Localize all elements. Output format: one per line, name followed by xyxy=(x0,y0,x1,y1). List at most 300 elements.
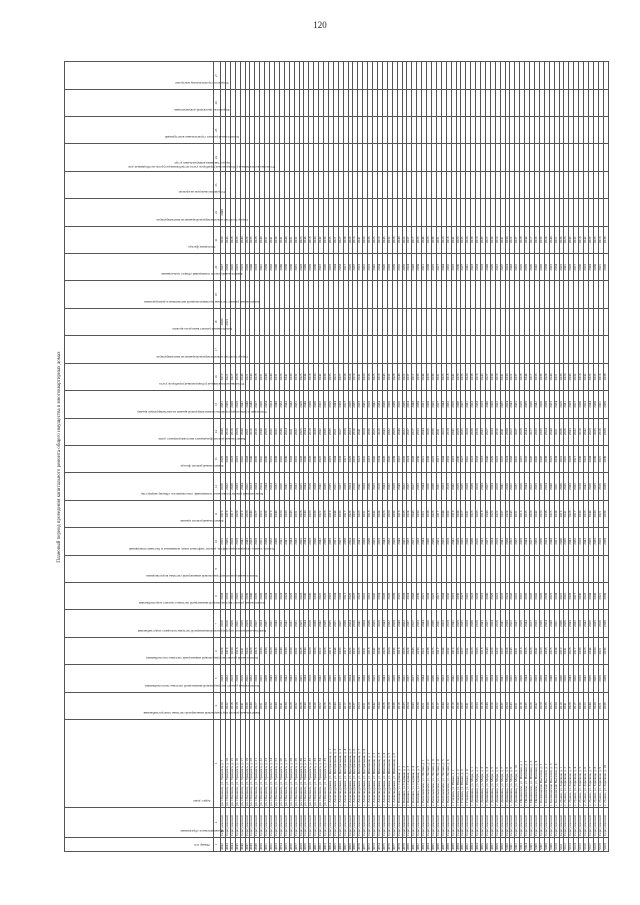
table-cell: 2021 xyxy=(598,500,603,527)
table-cell: Серпуховский xyxy=(382,808,387,838)
table-cell: с. Александровка, ул. Школьная, д. 4 xyxy=(382,720,387,808)
table-cell: с. Александровка, ул. Центральная, д. 7 xyxy=(358,720,363,808)
table-cell: 2018 xyxy=(309,528,314,555)
table-cell: 4963 xyxy=(324,838,329,852)
table-cell: 2042 xyxy=(373,391,378,418)
table-cell: 2024 xyxy=(407,582,412,609)
table-cell: 2028 xyxy=(235,665,240,692)
repair-schedule-table xyxy=(64,61,609,852)
table-cell: рп. Оболенск, ул. Урицкого, д. 27 xyxy=(284,720,289,808)
table-cell: рп. Оболенск, ул. Урицкого, д. 29 xyxy=(294,720,299,808)
table-cell: 2026 xyxy=(279,473,284,500)
table-cell: 2023 xyxy=(358,391,363,418)
table-cell: 2036 xyxy=(368,418,373,445)
table-cell: 2042 xyxy=(535,391,540,418)
table-cell: 2037 xyxy=(500,500,505,527)
table-cell: 2040 xyxy=(274,500,279,527)
table-cell: 2042 xyxy=(373,582,378,609)
table-cell: Серпуховский xyxy=(294,808,299,838)
table-cell: 2019 xyxy=(495,226,500,253)
table-cell: 2024 xyxy=(348,528,353,555)
table-cell: 2039 xyxy=(539,610,544,637)
column-header xyxy=(65,62,229,89)
table-cell: 2041 xyxy=(358,528,363,555)
column-header xyxy=(65,226,214,253)
table-cell: 2039 xyxy=(603,637,608,664)
table-cell: 2040 xyxy=(485,254,490,281)
table-cell: 2020 xyxy=(250,637,255,664)
table-cell: 2037 xyxy=(407,610,412,637)
table-cell: 2034 xyxy=(490,473,495,500)
table-cell: 2022 xyxy=(495,500,500,527)
table-cell: 2017 xyxy=(343,692,348,719)
table-cell: 2039 xyxy=(603,391,608,418)
table-cell: 2026 xyxy=(530,692,535,719)
table-cell: 2032 xyxy=(225,665,230,692)
table-cell: 2028 xyxy=(569,445,574,472)
table-cell: 2040 xyxy=(260,226,265,253)
table-cell: рп. Оболенск, ул. Урицкого, д. 33 xyxy=(314,720,319,808)
table-cell: 2036 xyxy=(456,445,461,472)
column-number: 27 xyxy=(214,62,221,89)
table-cell: 2021 xyxy=(333,418,338,445)
table-cell: 2044 xyxy=(422,418,427,445)
table-cell: 2029 xyxy=(588,418,593,445)
table-cell: 2037 xyxy=(515,363,520,390)
table-cell: 2030 xyxy=(417,692,422,719)
table-cell: с. Глазово, ул. Новая, д. 2 xyxy=(456,720,461,808)
table-cell: 2026 xyxy=(324,500,329,527)
table-cell: Серпуховский xyxy=(593,808,598,838)
table-cell: 2022 xyxy=(319,500,324,527)
table-cell: 2038 xyxy=(427,445,432,472)
table-cell: 2023 xyxy=(358,692,363,719)
table-cell: 2043 xyxy=(382,473,387,500)
table-cell: 2040 xyxy=(549,665,554,692)
table-cell: 2042 xyxy=(319,226,324,253)
column-header xyxy=(65,171,226,198)
table-cell: 2040 xyxy=(549,610,554,637)
column-header-label: Капитальный ремонт внутридомовой инженерной системы горячего водоснабжения xyxy=(139,601,265,606)
table-cell: 2024 xyxy=(348,418,353,445)
column-number: 10 xyxy=(214,528,221,555)
table-cell: 2037 xyxy=(500,254,505,281)
table-cell: 2042 xyxy=(584,610,589,637)
column-number: 3 xyxy=(214,720,221,808)
table-cell: Серпуховский xyxy=(481,808,486,838)
table-cell: 4961 xyxy=(314,838,319,852)
table-cell: 2017 xyxy=(574,254,579,281)
table-cell: 2024 xyxy=(270,582,275,609)
table-cell: 2023 xyxy=(471,582,476,609)
table-cell: 2041 xyxy=(240,692,245,719)
column-number: 8 xyxy=(214,582,221,609)
table-cell: 2020 xyxy=(387,445,392,472)
table-cell: 2043 xyxy=(289,391,294,418)
table-cell: 2036 xyxy=(368,665,373,692)
table-cell: рп. Оболенск, ул. Урицкого, д. 24 xyxy=(270,720,275,808)
table-cell: 2018 xyxy=(368,637,373,664)
table-cell: 2031 xyxy=(265,226,270,253)
table-cell: 2035 xyxy=(461,418,466,445)
table-cell: с. Васильевское, ул. Лесная, д. 2 xyxy=(427,720,432,808)
table-cell: 2016 xyxy=(255,418,260,445)
table-cell: 2031 xyxy=(436,665,441,692)
table-cell: 2032 xyxy=(574,528,579,555)
table-cell: 2036 xyxy=(579,582,584,609)
table-cell: 2040 xyxy=(274,391,279,418)
table-cell: 2040 xyxy=(397,226,402,253)
table-cell: 2022 xyxy=(495,637,500,664)
table-cell: 2026 xyxy=(530,254,535,281)
table-cell: 2030 xyxy=(314,226,319,253)
table-cell: 5001 xyxy=(510,838,515,852)
table-cell: 2042 xyxy=(451,610,456,637)
table-cell: 2026 xyxy=(324,582,329,609)
table-cell: 2039 xyxy=(392,500,397,527)
table-cell: 2037 xyxy=(515,473,520,500)
table-cell: 2021 xyxy=(554,528,559,555)
table-cell: 2016 xyxy=(230,418,235,445)
table-cell: 2018 xyxy=(309,226,314,253)
table-cell: 2018 xyxy=(579,610,584,637)
table-cell: 2041 xyxy=(500,665,505,692)
table-cell: Серпуховский xyxy=(353,808,358,838)
table-cell: 2030 xyxy=(593,692,598,719)
table-cell: 2028 xyxy=(520,610,525,637)
table-cell: 2043 xyxy=(382,363,387,390)
table-cell: 2033 xyxy=(417,665,422,692)
table-cell: 2041 xyxy=(564,500,569,527)
table-cell: 2025 xyxy=(373,610,378,637)
table-cell: 2036 xyxy=(579,391,584,418)
table-cell: 2016 xyxy=(520,391,525,418)
table-cell: 2027 xyxy=(255,391,260,418)
table-cell: с. Александровка, ул. Школьная, д. 5 xyxy=(387,720,392,808)
table-cell: 2042 xyxy=(319,473,324,500)
table-cell: 2019 xyxy=(225,500,230,527)
table-cell: 2028 xyxy=(569,637,574,664)
table-cell: 2032 xyxy=(387,610,392,637)
table-cell: 2041 xyxy=(466,500,471,527)
table-cell: 2017 xyxy=(574,582,579,609)
table-cell: 2029 xyxy=(588,665,593,692)
table-cell: 2039 xyxy=(274,445,279,472)
table-cell: 2017 xyxy=(343,637,348,664)
table-cell: 5019 xyxy=(598,838,603,852)
table-cell: 2017 xyxy=(574,445,579,472)
table-cell: 2036 xyxy=(456,391,461,418)
table-cell: 2022 xyxy=(245,637,250,664)
table-cell: 2037 xyxy=(407,418,412,445)
table-cell: Серпуховский xyxy=(417,808,422,838)
table-cell: 4954 xyxy=(279,838,284,852)
table-cell: 2025 xyxy=(299,610,304,637)
table-cell: 2044 xyxy=(441,500,446,527)
table-cell: 2027 xyxy=(485,665,490,692)
table-cell: 2037 xyxy=(515,418,520,445)
table-cell: 2018 xyxy=(309,363,314,390)
column-header xyxy=(65,336,248,363)
table-cell: 2028 xyxy=(299,637,304,664)
table-cell: 2018 xyxy=(309,473,314,500)
table-cell: 2044 xyxy=(289,528,294,555)
table-cell: Серпуховский xyxy=(402,808,407,838)
table-cell: 2031 xyxy=(270,445,275,472)
table-cell: Серпуховский xyxy=(574,808,579,838)
table-cell: Серпуховский xyxy=(422,808,427,838)
table-cell: 2043 xyxy=(412,500,417,527)
table-cell: Серпуховский xyxy=(373,808,378,838)
table-cell: 2016 xyxy=(520,445,525,472)
table-cell: 2027 xyxy=(461,582,466,609)
table-cell: 2039 xyxy=(324,418,329,445)
table-cell: 2036 xyxy=(314,445,319,472)
table-cell: 2017 xyxy=(343,254,348,281)
table-cell: 2028 xyxy=(392,610,397,637)
table-cell: 2041 xyxy=(358,418,363,445)
table-cell: 2018 xyxy=(481,500,486,527)
table-cell: 2020 xyxy=(539,391,544,418)
table-cell: 2019 xyxy=(328,445,333,472)
table-cell: 2016 xyxy=(353,473,358,500)
table-cell: 2018 xyxy=(446,226,451,253)
table-cell: 2021 xyxy=(554,363,559,390)
column-header-label: Капитальный ремонт крыши xyxy=(180,519,224,524)
table-cell: 2034 xyxy=(554,391,559,418)
table-cell: 2039 xyxy=(539,528,544,555)
table-cell: 2043 xyxy=(510,445,515,472)
table-cell: 2044 xyxy=(441,445,446,472)
table-cell: 2020 xyxy=(466,473,471,500)
table-cell: 2033 xyxy=(338,254,343,281)
table-cell: 2041 xyxy=(500,226,505,253)
column-header-label: Капитальный ремонт подвальных помещений, относящихся к общему имуществу xyxy=(140,491,264,496)
table-cell: 2037 xyxy=(515,610,520,637)
table-cell: 2018 xyxy=(368,391,373,418)
table-cell: 2021 xyxy=(598,391,603,418)
table-cell: 4996 xyxy=(485,838,490,852)
table-cell: 2029 xyxy=(490,254,495,281)
column-number: 20 xyxy=(214,254,221,281)
table-cell: 2025 xyxy=(549,500,554,527)
table-cell: 2020 xyxy=(387,391,392,418)
table-cell: 2020 xyxy=(279,665,284,692)
table-cell: 2044 xyxy=(588,637,593,664)
table-cell: 2020 xyxy=(309,445,314,472)
table-cell: 2026 xyxy=(382,582,387,609)
table-cell: 2020 xyxy=(363,473,368,500)
table-cell: 2042 xyxy=(373,254,378,281)
table-cell: 2043 xyxy=(481,665,486,692)
table-cell: 2019 xyxy=(495,610,500,637)
table-cell: 2020 xyxy=(279,500,284,527)
table-cell: 2035 xyxy=(328,226,333,253)
table-cell: 2016 xyxy=(598,528,603,555)
table-cell: 2030 xyxy=(230,637,235,664)
table-cell: 2019 xyxy=(451,582,456,609)
table-cell: Серпуховский xyxy=(500,808,505,838)
table-cell: 4995 xyxy=(481,838,486,852)
table-cell: 2029 xyxy=(235,226,240,253)
table-cell: 2016 xyxy=(520,637,525,664)
table-cell: 2028 xyxy=(299,500,304,527)
table-cell: 2040 xyxy=(397,418,402,445)
table-cell: 2024 xyxy=(505,582,510,609)
table-cell: 2018 xyxy=(255,528,260,555)
table-cell: 2030 xyxy=(289,363,294,390)
table-cell: 2024 xyxy=(270,473,275,500)
table-cell: 2028 xyxy=(520,528,525,555)
table-cell: 2040 xyxy=(279,254,284,281)
table-cell: 2035 xyxy=(328,665,333,692)
table-cell: 2037 xyxy=(500,582,505,609)
table-cell: 2018 xyxy=(481,391,486,418)
table-cell: 2034 xyxy=(554,692,559,719)
table-cell: 2034 xyxy=(265,582,270,609)
table-cell: 2039 xyxy=(392,254,397,281)
table-cell: 2026 xyxy=(427,363,432,390)
table-cell: 2016 xyxy=(255,637,260,664)
table-cell: 2021 xyxy=(422,500,427,527)
table-cell: 2032 xyxy=(274,418,279,445)
table-cell: 2030 xyxy=(265,528,270,555)
table-cell: 2035 xyxy=(525,445,530,472)
table-cell: 2027 xyxy=(461,500,466,527)
table-cell: 2030 xyxy=(417,637,422,664)
table-cell: с. Александровка, ул. Центральная, д. 3 xyxy=(338,720,343,808)
table-cell: 2022 xyxy=(319,582,324,609)
table-cell: 2017 xyxy=(436,637,441,664)
table-cell: Серпуховский xyxy=(603,808,608,838)
table-cell: с. Дашковка, ул. Мира, д. 5 xyxy=(490,720,495,808)
table-cell: 2042 xyxy=(535,637,540,664)
table-cell: 2024 xyxy=(260,473,265,500)
table-cell: 2042 xyxy=(319,418,324,445)
table-cell: 2032 xyxy=(446,254,451,281)
table-cell: 2042 xyxy=(584,226,589,253)
table-cell: с. Дашковка, ул. Мира, д. 10 xyxy=(515,720,520,808)
table-cell: 2016 xyxy=(476,528,481,555)
table-cell: 2020 xyxy=(387,254,392,281)
table-cell: Серпуховский xyxy=(579,808,584,838)
table-cell: Серпуховский xyxy=(505,808,510,838)
table-cell: 2043 xyxy=(569,610,574,637)
table-body xyxy=(221,62,609,852)
table-cell: 2029 xyxy=(348,582,353,609)
table-cell: 2022 xyxy=(260,500,265,527)
table-cell: 2041 xyxy=(240,582,245,609)
table-cell: 2035 xyxy=(461,226,466,253)
table-cell: Серпуховский xyxy=(250,808,255,838)
table-cell: 2033 xyxy=(338,692,343,719)
table-cell: 2033 xyxy=(476,445,481,472)
table-cell: 2025 xyxy=(373,363,378,390)
table-cell: 2019 xyxy=(378,665,383,692)
table-cell: 2027 xyxy=(485,226,490,253)
table-cell: 2044 xyxy=(333,692,338,719)
table-cell: 2024 xyxy=(544,665,549,692)
table-cell: 2020 xyxy=(363,665,368,692)
table-cell: 2029 xyxy=(221,445,226,472)
table-cell: 2028 xyxy=(569,391,574,418)
table-cell: Серпуховский xyxy=(554,808,559,838)
table-cell: с. Балково, ул. Садовая, д. 4 xyxy=(412,720,417,808)
table-cell: 2041 xyxy=(279,528,284,555)
table-cell: 2035 xyxy=(593,610,598,637)
table-cell: 2042 xyxy=(319,665,324,692)
table-cell: 2032 xyxy=(270,528,275,555)
table-cell xyxy=(603,336,608,363)
table-cell: 2027 xyxy=(461,254,466,281)
table-cell: 2020 xyxy=(466,363,471,390)
table-cell: 2028 xyxy=(520,226,525,253)
table-cell: рп. Оболенск, ул. Урицкого, д. 7 xyxy=(221,720,226,808)
table-cell: 2037 xyxy=(353,254,358,281)
table-cell: 2042 xyxy=(240,391,245,418)
table-cell: 2021 xyxy=(598,582,603,609)
table-cell: 2023 xyxy=(584,637,589,664)
table-cell: 2026 xyxy=(324,391,329,418)
table-cell: с. Александровка, ул. Центральная, д. 5 xyxy=(348,720,353,808)
table-cell: Серпуховский xyxy=(456,808,461,838)
table-cell: 2033 xyxy=(225,254,230,281)
table-cell: 2028 xyxy=(569,500,574,527)
table-cell: 2038 xyxy=(544,500,549,527)
table-cell: 2026 xyxy=(530,391,535,418)
table-cell: 2024 xyxy=(348,226,353,253)
table-cell: 2026 xyxy=(564,226,569,253)
table-cell: 5014 xyxy=(574,838,579,852)
table-cell: 2020 xyxy=(539,582,544,609)
table-cell: 2024 xyxy=(407,500,412,527)
table-cell: с. Лужки, ул. Заречная, д. 6 xyxy=(584,720,589,808)
table-cell: 2017 xyxy=(230,500,235,527)
table-cell: 2022 xyxy=(495,692,500,719)
table-cell: с. Васильевское, ул. Лесная, д. 3 xyxy=(431,720,436,808)
table-cell: 2040 xyxy=(485,391,490,418)
table-cell: 2025 xyxy=(431,445,436,472)
table-cell: 2041 xyxy=(240,445,245,472)
table-cell: 2024 xyxy=(270,391,275,418)
table-cell: 2030 xyxy=(289,254,294,281)
table-cell: 2040 xyxy=(250,254,255,281)
table-cell: 2023 xyxy=(441,528,446,555)
table-cell: 2040 xyxy=(397,528,402,555)
table-cell: 2040 xyxy=(274,610,279,637)
table-cell: 2031 xyxy=(274,363,279,390)
table-cell: 2035 xyxy=(593,226,598,253)
table-cell: Серпуховский xyxy=(309,808,314,838)
table-cell: 2018 xyxy=(309,418,314,445)
table-cell: 2022 xyxy=(510,610,515,637)
table-cell: 2032 xyxy=(270,692,275,719)
table-cell: 2029 xyxy=(235,500,240,527)
table-cell: 2040 xyxy=(240,226,245,253)
table-cell: 2034 xyxy=(378,254,383,281)
table-cell: с. Балково, ул. Садовая, д. 5 xyxy=(417,720,422,808)
table-cell: 2044 xyxy=(304,363,309,390)
table-cell: 2040 xyxy=(270,363,275,390)
column-number: 4 xyxy=(214,692,221,719)
table-cell: 2027 xyxy=(338,418,343,445)
table-cell: с. Васильевское, ул. Лесная, д. 5 xyxy=(441,720,446,808)
table-cell: 4981 xyxy=(412,838,417,852)
table-cell: 2037 xyxy=(407,226,412,253)
table-cell: 2019 xyxy=(559,637,564,664)
table-cell: 2017 xyxy=(412,363,417,390)
table-cell: 2024 xyxy=(544,528,549,555)
